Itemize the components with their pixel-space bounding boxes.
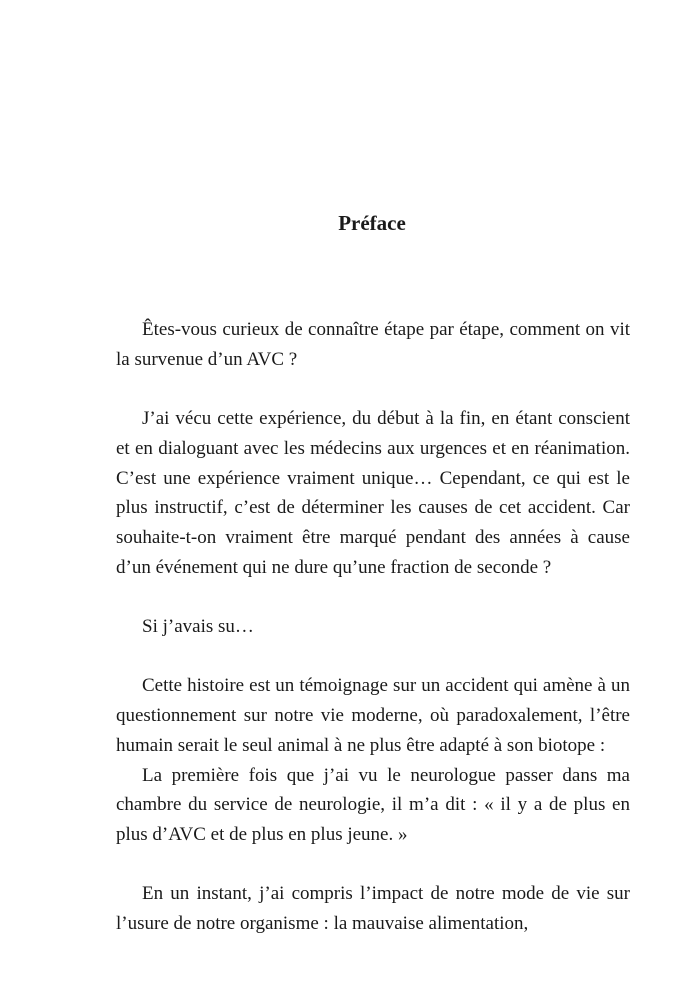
paragraph: J’ai vécu cette expérience, du début à la fin, en étant conscient et en dialoguant avec les médecins aux urgences et en réanimation. C’est une expérience vraiment unique… Cependant, ce qui est le plus instructif, c’est de déterminer les causes de cet accident. Car souhaite-t-on vraiment être marqué pendant des années à cause d’un événement qui ne dure qu’une fraction de seconde ? — [116, 408, 630, 578]
paragraph: Êtes-vous curieux de connaître étape par étape, comment on vit la survenue d’un AVC ? — [116, 319, 630, 370]
page-title: Préface — [338, 211, 406, 235]
paragraph: Cette histoire est un témoignage sur un accident qui amène à un questionnement sur notre vie moderne, où paradoxalement, l’être humain serait le seul animal à ne plus être adapté à son biotope : — [116, 675, 630, 756]
preface-body — [116, 315, 630, 939]
paragraph: En un instant, j’ai compris l’impact de notre mode de vie sur l’usure de notre organisme : la mauvaise alimentation, — [116, 883, 630, 934]
paragraph: Si j’avais su… — [142, 616, 254, 637]
paragraph: La première fois que j’ai vu le neurologue passer dans ma chambre du service de neurologie, il m’a dit : « il y a de plus en plus d’AVC et de plus en plus jeune. » — [116, 764, 630, 845]
